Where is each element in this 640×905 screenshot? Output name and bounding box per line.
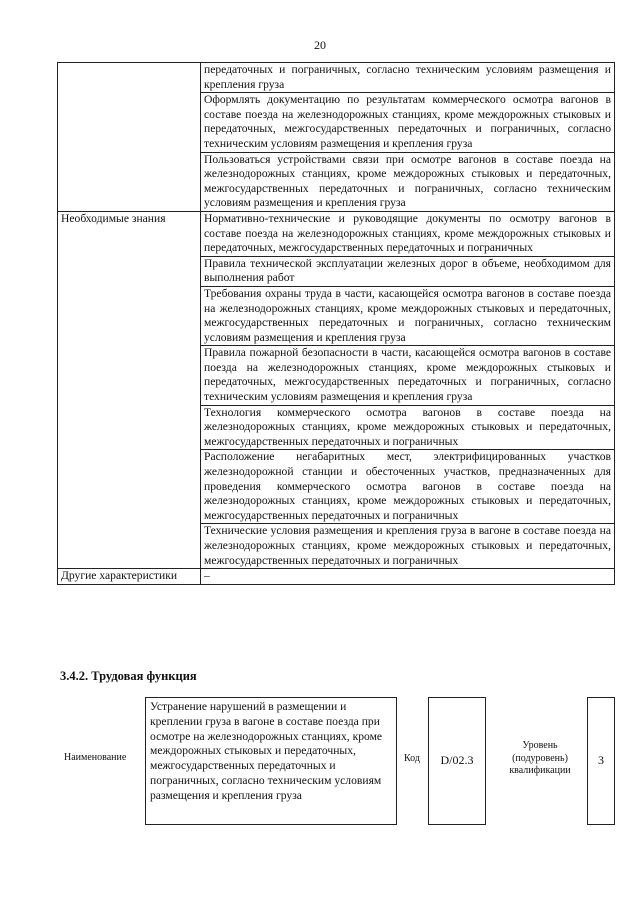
- knowledge-cell: Расположение негабаритных мест, электрифицированных участков железнодорожной станции и обесточенных участков, предназначенных для проведения коммерческого осмотра вагонов в составе поезда на железнодорожных станциях, кроме междорожных стыковых и передаточных, межгосударственных передаточных и пограничных: [201, 450, 615, 524]
- code-label: Код: [404, 753, 420, 764]
- other-characteristics-label: Другие характеристики: [58, 569, 201, 585]
- table-row: [58, 211, 615, 256]
- knowledge-cell: Требования охраны труда в части, касающейся осмотра вагонов в составе поезда на железнодорожных станциях, кроме междорожных стыковых и передаточных, межгосударственных передаточных и пограничных, согласно техническим условиям размещения и крепления груза: [201, 286, 615, 345]
- section-heading: 3.4.2. Трудовая функция: [60, 669, 197, 683]
- knowledge-cell: Правила технической эксплуатации железных дорог в объеме, необходимом для выполнения работ: [201, 256, 615, 286]
- knowledge-cell: Технические условия размещения и крепления груза в вагоне в составе поезда на железнодорожных станциях, кроме междорожных стыковых и передаточных, межгосударственных передаточных и пограничных: [201, 524, 615, 569]
- skill-cell: Оформлять документацию по результатам коммерческого осмотра вагонов в составе поезда на железнодорожных станциях, кроме междорожных стыковых и передаточных, межгосударственных передаточных и пограничных, согласно техническим условиям размещения и крепления груза: [201, 93, 615, 152]
- qualification-level-value: 3: [587, 697, 615, 825]
- knowledge-cell: Нормативно-технические и руководящие документы по осмотру вагонов в составе поезда на железнодорожных станциях, кроме междорожных стыковых и передаточных, межгосударственных передаточных и пограничных: [201, 211, 615, 256]
- skill-cell: передаточных и пограничных, согласно техническим условиям размещения и крепления груза: [201, 63, 615, 93]
- name-label: Наименование: [64, 752, 127, 763]
- function-name-box: Устранение нарушений в размещении и креплении груза в вагоне в составе поезда при осмотре на железнодорожных станциях, кроме междорожных стыковых и передаточных, межгосударственных передаточных и пограничных, согласно техническим условиям размещения и крепления груза: [145, 697, 397, 825]
- table-row: [58, 63, 615, 93]
- code-value: D/02.3: [428, 697, 486, 825]
- skills-label-cell: [58, 63, 201, 212]
- other-characteristics-value: –: [201, 569, 615, 585]
- page-number: 20: [314, 38, 326, 52]
- skill-cell: Пользоваться устройствами связи при осмотре вагонов в составе поезда на железнодорожных станциях, кроме междорожных стыковых и передаточных, межгосударственных передаточных и пограничных, согласно техническим условиям размещения и крепления груза: [201, 152, 615, 211]
- knowledge-cell: Технология коммерческого осмотра вагонов в составе поезда на железнодорожных станциях, кроме междорожных стыковых и передаточных, межгосударственных передаточных и пограничных: [201, 405, 615, 450]
- knowledge-cell: Правила пожарной безопасности в части, касающейся осмотра вагонов в составе поезда на железнодорожных станциях, кроме междорожных стыковых и передаточных, межгосударственных передаточных и пограничных, согласно техническим условиям размещения и крепления груза: [201, 346, 615, 405]
- table-row: [58, 569, 615, 585]
- qualification-level-label: Уровень (подуровень) квалификации: [509, 740, 571, 776]
- knowledge-label: Необходимые знания: [58, 211, 201, 568]
- requirements-table: [57, 62, 615, 585]
